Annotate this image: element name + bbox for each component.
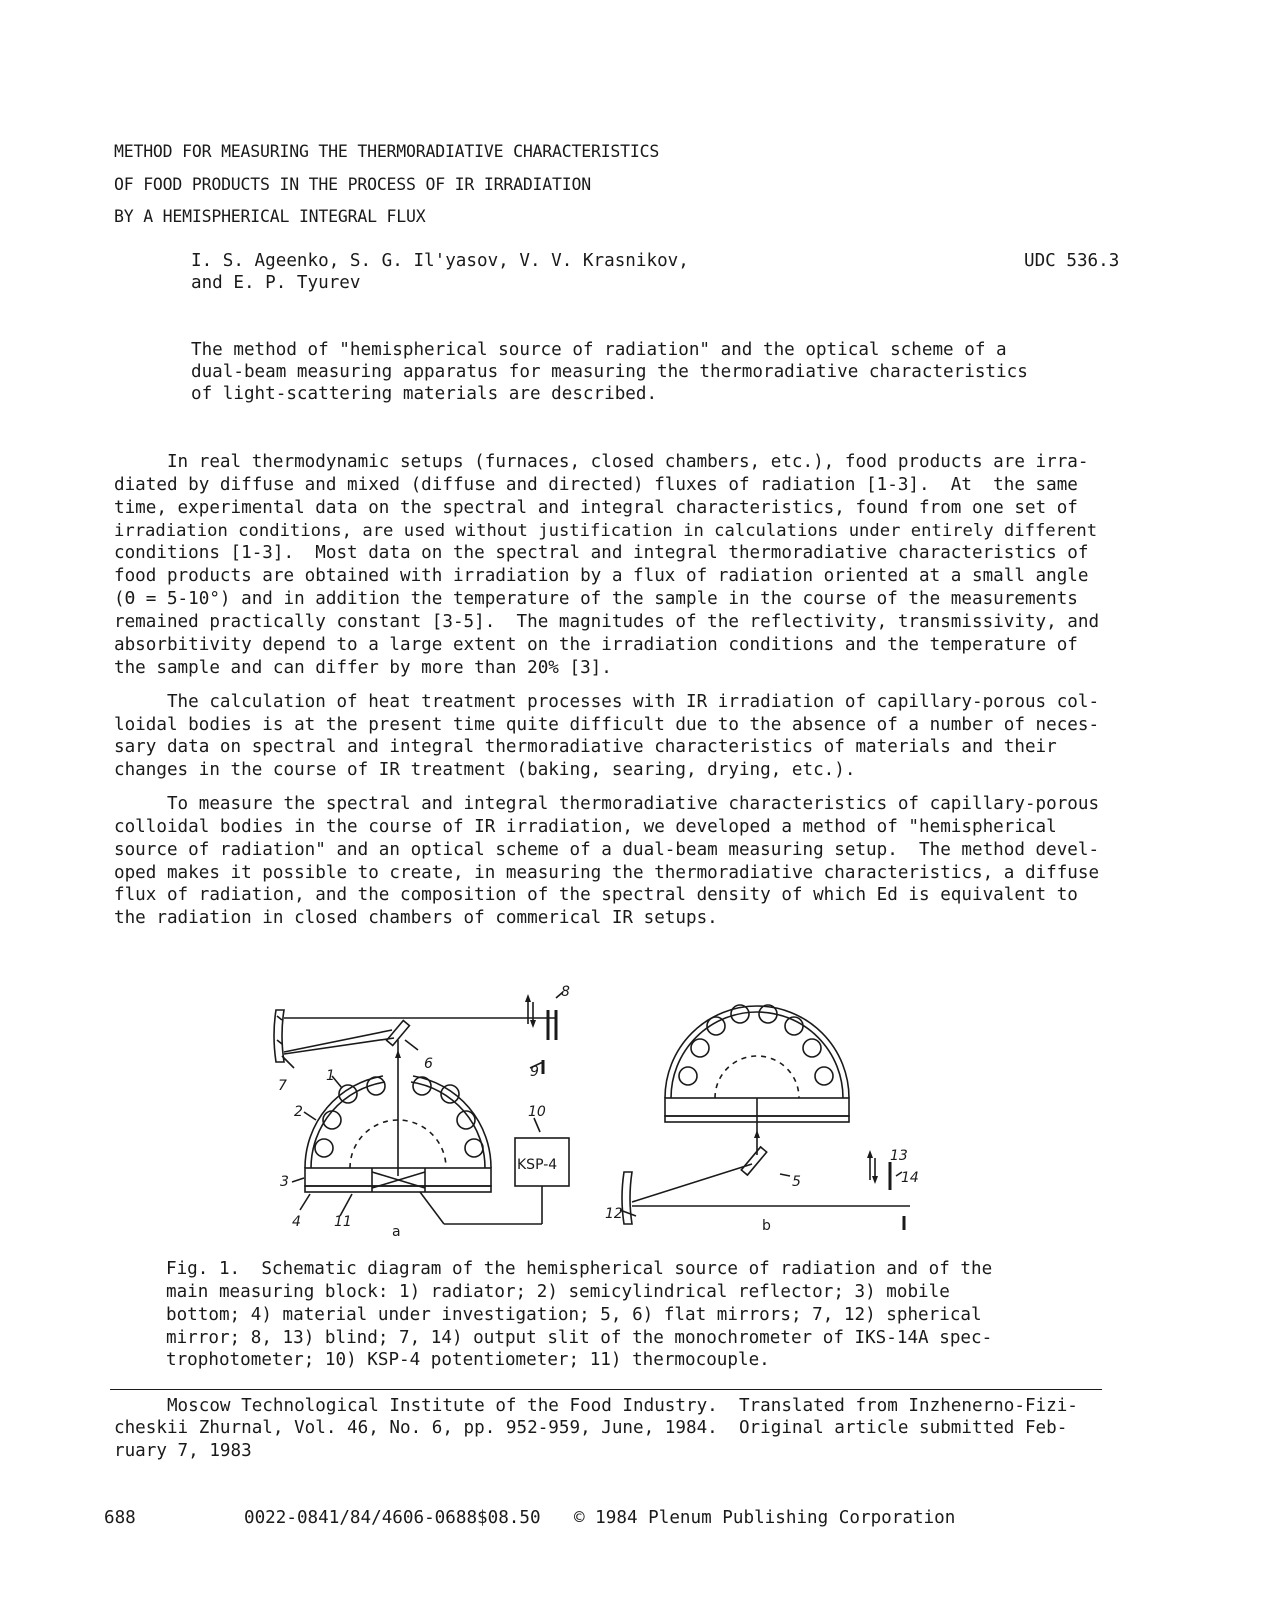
body-para1-line-7: (Θ = 5-10°) and in addition the temperature of the sample in the course of the measurements	[114, 589, 1078, 609]
body-para1-line-2: diated by diffuse and mixed (diffuse and directed) fluxes of radiation [1-3]. At the same	[114, 475, 1078, 495]
material-sample-a	[305, 1186, 491, 1192]
fig-label-7: 7	[278, 1078, 287, 1094]
footer-article-code: 0022-0841/84/4606-0688$08.50	[244, 1508, 541, 1528]
paper-title-line-2: OF FOOD PRODUCTS IN THE PROCESS OF IR IRRADIATION	[114, 175, 591, 194]
authors-line-2: and E. P. Tyurev	[191, 273, 361, 293]
fig-panel-b-label: b	[762, 1218, 771, 1234]
body-para2-line-3: sary data on spectral and integral thermoradiative characteristics of materials and their	[114, 737, 1057, 757]
body-para3-line-3: source of radiation" and an optical scheme of a dual-beam measuring setup. The method devel-	[114, 840, 1100, 860]
figure-caption-line-5: trophotometer; 10) KSP-4 potentiometer; 11) thermocouple.	[166, 1350, 770, 1370]
fig-label-8: 8	[561, 984, 570, 1000]
body-para1-line-6: food products are obtained with irradiation by a flux of radiation oriented at a small angle	[114, 566, 1089, 586]
fig-label-2: 2	[294, 1104, 303, 1120]
fig-label-13: 13	[890, 1148, 908, 1164]
body-para2-line-2: loidal bodies is at the present time quite difficult due to the absence of a number of neces-	[114, 715, 1100, 735]
radiators-b	[679, 1005, 833, 1085]
body-para3-line-2: colloidal bodies in the course of IR irradiation, we developed a method of "hemispherical	[114, 817, 1057, 837]
fig-label-6: 6	[424, 1056, 433, 1072]
body-para1-line-3: time, experimental data on the spectral and integral characteristics, found from one set of	[114, 498, 1078, 518]
fig-label-12: 12	[605, 1206, 623, 1222]
fig-label-3: 3	[280, 1174, 289, 1190]
paper-title-line-3: BY A HEMISPHERICAL INTEGRAL FLUX	[114, 207, 426, 226]
body-para3-line-1: To measure the spectral and integral thermoradiative characteristics of capillary-porous	[114, 794, 1100, 814]
fig-label-5: 5	[792, 1174, 801, 1190]
figure-caption-line-1: Fig. 1. Schematic diagram of the hemispherical source of radiation and of the	[166, 1259, 993, 1279]
fig-label-10: 10	[528, 1104, 546, 1120]
body-para3-line-6: the radiation in closed chambers of commerical IR setups.	[114, 908, 718, 928]
figure-1-diagram	[260, 980, 980, 1245]
body-para1-line-8: remained practically constant [3-5]. The magnitudes of the reflectivity, transmissivity, and	[114, 612, 1100, 632]
body-para1-line-1: In real thermodynamic setups (furnaces, closed chambers, etc.), food products are irra-	[114, 452, 1089, 472]
abstract-line-1: The method of "hemispherical source of radiation" and the optical scheme of a	[191, 340, 1007, 360]
fig-label-11: 11	[334, 1214, 352, 1230]
footnote-line-1: Moscow Technological Institute of the Food Industry. Translated from Inzhenerno-Fizi-	[114, 1396, 1078, 1416]
footnote-line-3: ruary 7, 1983	[114, 1441, 252, 1461]
body-para2-line-1: The calculation of heat treatment processes with IR irradiation of capillary-porous col-	[114, 692, 1100, 712]
fig-label-14: 14	[901, 1170, 919, 1186]
footer-copyright: © 1984 Plenum Publishing Corporation	[574, 1508, 956, 1528]
page-number: 688	[104, 1508, 136, 1528]
spherical-mirror-12	[622, 1172, 632, 1224]
body-para1-line-4: irradiation conditions, are used without justification in calculations under entirely different	[114, 521, 1098, 541]
body-para3-line-4: oped makes it possible to create, in measuring the thermoradiative characteristics, a diffuse	[114, 863, 1100, 883]
figure-caption-line-3: bottom; 4) material under investigation; 5, 6) flat mirrors; 7, 12) spherical	[166, 1305, 982, 1325]
fig-label-9: 9	[530, 1064, 539, 1080]
figure-caption-line-4: mirror; 8, 13) blind; 7, 14) output slit of the monochrometer of IKS-14A spec-	[166, 1328, 993, 1348]
footnote-line-2: cheskii Zhurnal, Vol. 46, No. 6, pp. 952-959, June, 1984. Original article submitted Feb-	[114, 1418, 1068, 1438]
fig-label-4: 4	[292, 1214, 301, 1230]
fig-ksp4-label: KSP-4	[517, 1157, 558, 1173]
fig-panel-a-label: a	[392, 1224, 401, 1240]
fig-label-1: 1	[326, 1068, 335, 1084]
body-para1-line-9: absorbitivity depend to a large extent on the irradiation conditions and the temperature of	[114, 635, 1078, 655]
body-para2-line-4: changes in the course of IR treatment (baking, searing, drying, etc.).	[114, 760, 856, 780]
abstract-line-2: dual-beam measuring apparatus for measuring the thermoradiative characteristics	[191, 362, 1028, 382]
flat-mirror-5	[741, 1147, 766, 1175]
udc-code: UDC 536.3	[1024, 251, 1120, 271]
paper-title-line-1: METHOD FOR MEASURING THE THERMORADIATIVE CHARACTERISTICS	[114, 142, 660, 161]
body-para1-line-5: conditions [1-3]. Most data on the spectral and integral thermoradiative characteristics of	[114, 543, 1089, 563]
authors-line-1: I. S. Ageenko, S. G. Il'yasov, V. V. Krasnikov,	[191, 251, 689, 271]
footnote-rule	[110, 1389, 1102, 1390]
figure-caption-line-2: main measuring block: 1) radiator; 2) semicylindrical reflector; 3) mobile	[166, 1282, 950, 1302]
abstract-line-3: of light-scattering materials are described.	[191, 384, 658, 404]
body-para1-line-10: the sample and can differ by more than 20% [3].	[114, 658, 612, 678]
body-para3-line-5: flux of radiation, and the composition of the spectral density of which Ed is equivalent to	[114, 885, 1078, 905]
radiators-a	[315, 1077, 483, 1157]
